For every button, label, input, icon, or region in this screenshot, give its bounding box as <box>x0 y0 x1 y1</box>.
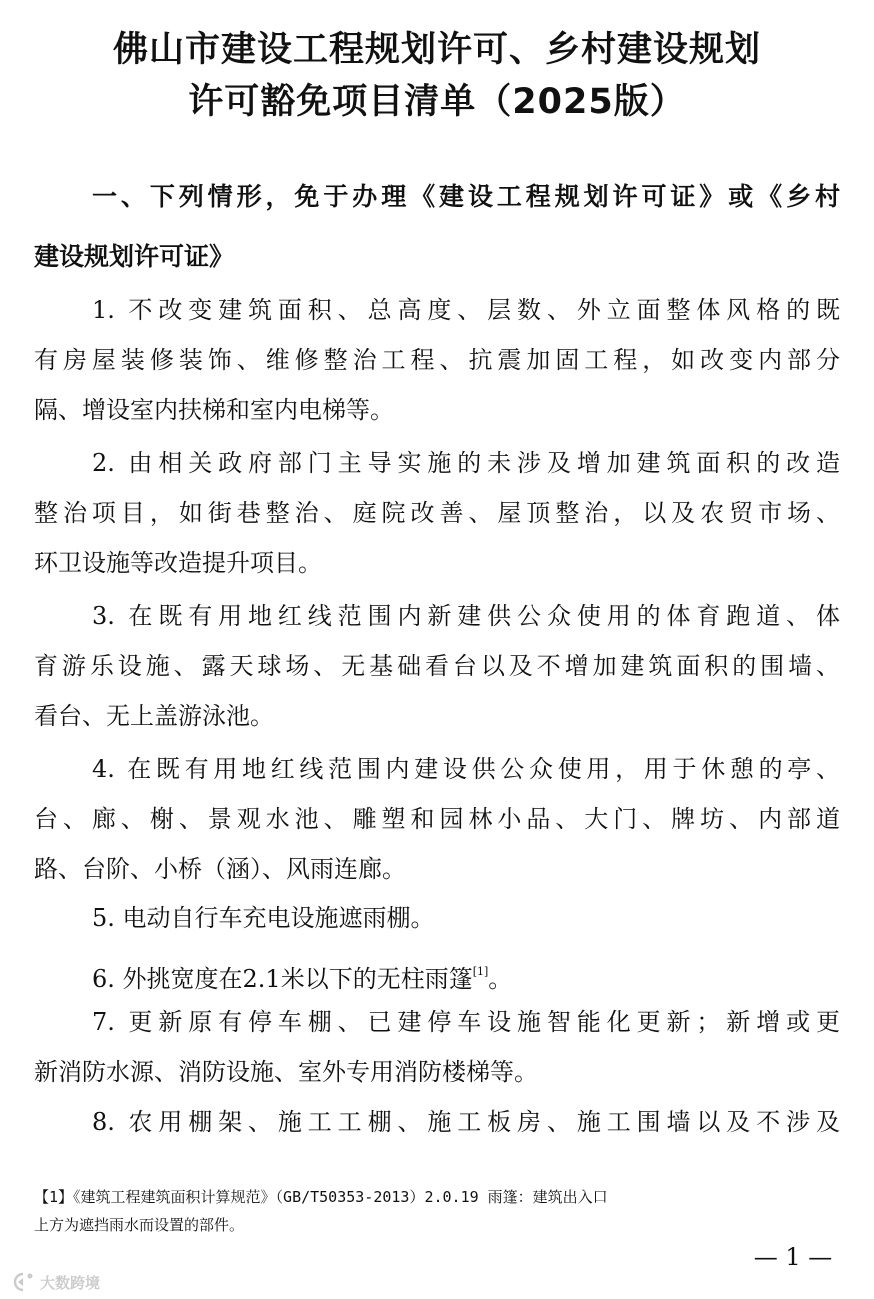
item1-line3: 隔、增设室内扶梯和室内电梯等。 <box>34 396 394 424</box>
page-title-line1: 佛山市建设工程规划许可、乡村建设规划 <box>112 30 761 70</box>
watermark <box>10 1270 100 1294</box>
section1-heading-line2: 建设规划许可证》 <box>34 242 235 271</box>
item3-line2: 育游乐设施、露天球场、无基础看台以及不增加建筑面积的围墙、 <box>34 652 840 680</box>
item8-line1: 8. 农用棚架、施工工棚、施工板房、施工围墙以及不涉及 <box>92 1108 840 1136</box>
section1-heading-line1: 一、下列情形，免于办理《建设工程规划许可证》或《乡村 <box>92 182 840 211</box>
item3-line1: 3. 在既有用地红线范围内新建供公众使用的体育跑道、体 <box>92 602 840 630</box>
footnote-reference: [1] <box>472 965 489 978</box>
item6-line1 <box>34 955 840 993</box>
item6-text: 6. 外挑宽度在2.1米以下的无柱雨篷 <box>92 965 473 993</box>
item2-line1: 2. 由相关政府部门主导实施的未涉及增加建筑面积的改造 <box>92 449 840 477</box>
item4-line1: 4. 在既有用地红线范围内建设供公众使用，用于休憩的亭、 <box>92 755 840 783</box>
item5-line1: 5. 电动自行车充电设施遮雨棚。 <box>92 904 435 932</box>
item2-line3: 环卫设施等改造提升项目。 <box>34 549 322 577</box>
item3-line3: 看台、无上盖游泳池。 <box>34 702 274 730</box>
item1-line2: 有房屋装修装饰、维修整治工程、抗震加固工程，如改变内部分 <box>34 346 840 374</box>
item7-line2: 新消防水源、消防设施、室外专用消防楼梯等。 <box>34 1058 538 1086</box>
item6-text-end: 。 <box>488 965 513 993</box>
item7-line1: 7. 更新原有停车棚、已建停车设施智能化更新；新增或更 <box>92 1008 840 1036</box>
item4-line3: 路、台阶、小桥（涵）、风雨连廊。 <box>34 855 406 883</box>
watermark-logo-icon <box>10 1271 36 1293</box>
watermark-text: 大数跨境 <box>40 1273 101 1292</box>
footnote-line1: 【1】《建筑工程建筑面积计算规范》（GB/T50353-2013）2.0.19 雨篷：建筑出入口 <box>34 1188 608 1206</box>
page-number: — 1 — <box>753 1243 833 1271</box>
item4-line2: 台、廊、榭、景观水池、雕塑和园林小品、大门、牌坊、内部道 <box>34 805 840 833</box>
footnote-line2: 上方为遮挡雨水而设置的部件。 <box>34 1216 245 1234</box>
item1-line1: 1. 不改变建筑面积、总高度、层数、外立面整体风格的既 <box>92 296 840 324</box>
item2-line2: 整治项目，如街巷整治、庭院改善、屋顶整治，以及农贸市场、 <box>34 499 840 527</box>
page-title-line2: 许可豁免项目清单（2025版） <box>188 82 686 122</box>
